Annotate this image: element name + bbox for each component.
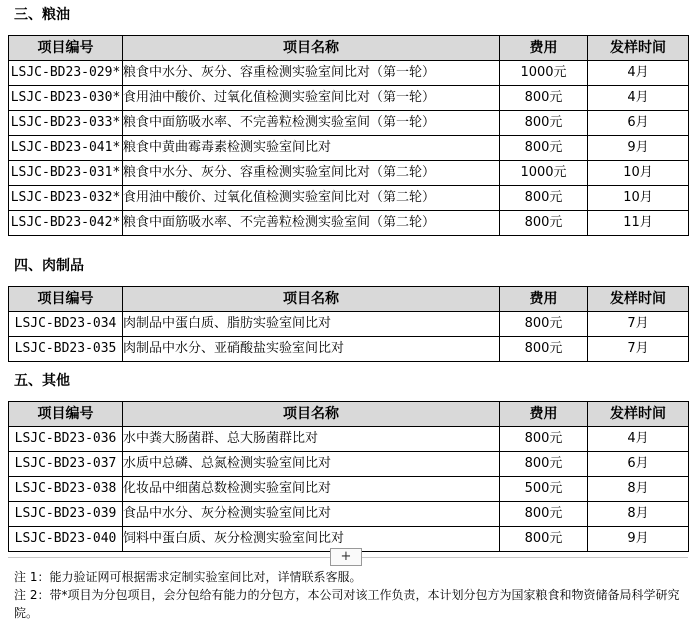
add-row-button[interactable]: + [330, 548, 362, 566]
fee-cell: 800元 [500, 312, 588, 337]
project-code-cell: LSJC-BD23-032* [9, 186, 123, 211]
table-row [9, 452, 689, 477]
project-code-cell: LSJC-BD23-029* [9, 61, 123, 86]
fee-cell: 800元 [500, 452, 588, 477]
section-title: 五、其他 [14, 373, 70, 389]
project-code-cell: LSJC-BD23-036 [9, 427, 123, 452]
table-row [9, 427, 689, 452]
table-row [9, 477, 689, 502]
meat-products-table [8, 286, 689, 362]
project-name-cell: 肉制品中蛋白质、脂肪实验室间比对 [123, 312, 500, 337]
project-name-cell: 食用油中酸价、过氧化值检测实验室间比对（第二轮） [123, 186, 500, 211]
table-row [9, 211, 689, 236]
header-code: 项目编号 [9, 36, 123, 61]
header-code: 项目编号 [9, 402, 123, 427]
table-row [9, 337, 689, 362]
table-row [9, 136, 689, 161]
project-name-cell: 粮食中水分、灰分、容重检测实验室间比对（第一轮） [123, 61, 500, 86]
project-name-cell: 粮食中水分、灰分、容重检测实验室间比对（第二轮） [123, 161, 500, 186]
header-fee: 费用 [500, 36, 588, 61]
project-code-cell: LSJC-BD23-038 [9, 477, 123, 502]
header-name: 项目名称 [123, 36, 500, 61]
fee-cell: 500元 [500, 477, 588, 502]
fee-cell: 800元 [500, 211, 588, 236]
project-name-cell: 食用油中酸价、过氧化值检测实验室间比对（第一轮） [123, 86, 500, 111]
send-time-cell: 10月 [588, 161, 689, 186]
header-time: 发样时间 [588, 402, 689, 427]
project-code-cell: LSJC-BD23-035 [9, 337, 123, 362]
project-name-cell: 饲料中蛋白质、灰分检测实验室间比对 [123, 527, 500, 552]
send-time-cell: 6月 [588, 111, 689, 136]
table-row [9, 86, 689, 111]
header-fee: 费用 [500, 287, 588, 312]
header-fee: 费用 [500, 402, 588, 427]
header-code: 项目编号 [9, 287, 123, 312]
project-name-cell: 水质中总磷、总氮检测实验室间比对 [123, 452, 500, 477]
fee-cell: 800元 [500, 111, 588, 136]
table-row [9, 186, 689, 211]
note-2: 注 2：带*项目为分包项目，会分包给有能力的分包方，本公司对该工作负责，本计划分包方为国家粮食和物资储备局科学研究院。 [14, 588, 680, 620]
project-name-cell: 食品中水分、灰分检测实验室间比对 [123, 502, 500, 527]
send-time-cell: 7月 [588, 337, 689, 362]
project-code-cell: LSJC-BD23-033* [9, 111, 123, 136]
table-row [9, 111, 689, 136]
note-1: 注 1：能力验证网可根据需求定制实验室间比对，详情联系客服。 [14, 570, 362, 584]
send-time-cell: 6月 [588, 452, 689, 477]
project-code-cell: LSJC-BD23-040 [9, 527, 123, 552]
other-table [8, 401, 689, 552]
send-time-cell: 10月 [588, 186, 689, 211]
send-time-cell: 4月 [588, 61, 689, 86]
project-code-cell: LSJC-BD23-041* [9, 136, 123, 161]
project-code-cell: LSJC-BD23-037 [9, 452, 123, 477]
project-code-cell: LSJC-BD23-039 [9, 502, 123, 527]
project-name-cell: 化妆品中细菌总数检测实验室间比对 [123, 477, 500, 502]
send-time-cell: 8月 [588, 477, 689, 502]
fee-cell: 800元 [500, 337, 588, 362]
grain-oil-table [8, 35, 689, 236]
fee-cell: 800元 [500, 527, 588, 552]
send-time-cell: 7月 [588, 312, 689, 337]
fee-cell: 800元 [500, 427, 588, 452]
table-header-row [9, 402, 689, 427]
send-time-cell: 4月 [588, 86, 689, 111]
send-time-cell: 4月 [588, 427, 689, 452]
table-row [9, 502, 689, 527]
send-time-cell: 8月 [588, 502, 689, 527]
send-time-cell: 9月 [588, 527, 689, 552]
table-row [9, 61, 689, 86]
project-name-cell: 粮食中面筋吸水率、不完善粒检测实验室间（第一轮） [123, 111, 500, 136]
fee-cell: 1000元 [500, 61, 588, 86]
table-row [9, 312, 689, 337]
table-row [9, 161, 689, 186]
project-code-cell: LSJC-BD23-034 [9, 312, 123, 337]
project-name-cell: 肉制品中水分、亚硝酸盐实验室间比对 [123, 337, 500, 362]
header-name: 项目名称 [123, 402, 500, 427]
send-time-cell: 9月 [588, 136, 689, 161]
header-time: 发样时间 [588, 36, 689, 61]
table-header-row [9, 287, 689, 312]
header-name: 项目名称 [123, 287, 500, 312]
project-name-cell: 粮食中面筋吸水率、不完善粒检测实验室间（第二轮） [123, 211, 500, 236]
project-code-cell: LSJC-BD23-042* [9, 211, 123, 236]
header-time: 发样时间 [588, 287, 689, 312]
fee-cell: 800元 [500, 186, 588, 211]
send-time-cell: 11月 [588, 211, 689, 236]
project-code-cell: LSJC-BD23-030* [9, 86, 123, 111]
project-name-cell: 粮食中黄曲霉毒素检测实验室间比对 [123, 136, 500, 161]
section-title: 三、粮油 [14, 7, 70, 23]
fee-cell: 800元 [500, 86, 588, 111]
project-name-cell: 水中粪大肠菌群、总大肠菌群比对 [123, 427, 500, 452]
project-code-cell: LSJC-BD23-031* [9, 161, 123, 186]
table-header-row [9, 36, 689, 61]
fee-cell: 1000元 [500, 161, 588, 186]
fee-cell: 800元 [500, 136, 588, 161]
fee-cell: 800元 [500, 502, 588, 527]
section-title: 四、肉制品 [14, 258, 84, 274]
